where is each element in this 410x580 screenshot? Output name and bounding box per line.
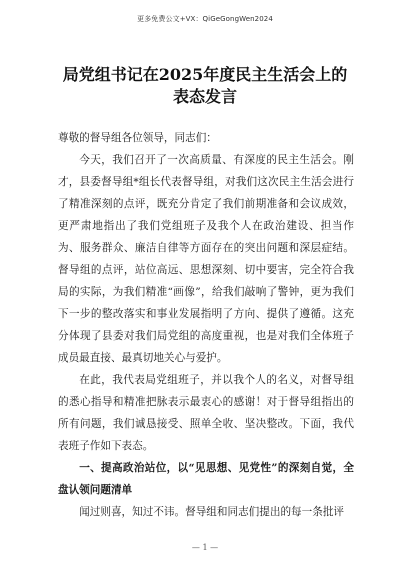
- page-header-promo: 更多免费公文+VX：QiGeGongWen2024: [137, 15, 273, 23]
- title-line-2: 表态发言: [172, 87, 237, 106]
- paragraph-3: 闻过则喜，知过不讳。督导组和同志们提出的每一条批评: [79, 506, 345, 518]
- document-body: [58, 127, 354, 523]
- paragraph-1: 今天，我们召开了一次高质量、有深度的民主生活会。刚才，县委督导组*组长代表督导组，对我们这次民主生活会进行了精准深刻的点评，既充分肯定了我们前期准备和会议成效，更严肃地指出了我们党组班子及我个人在政治建设、担当作为、服务群众、廉洁自律等方面存在的突出问题和深层症结。督导组的点评，站位高远、思想深刻、切中要害，完全符合我局的实际，为我们精准“画像”，给我们敲响了警钟，更为我们下一步的整改落实和事业发展指明了方向、提供了遵循。这充分体现了县委对我们局党组的高度重视，也是对我们全体班子成员最直接、最真切地关心与爱护。: [58, 154, 354, 364]
- title-line-1: 局党组书记在2025年度民主生活会上的: [62, 65, 348, 84]
- section-heading-1: 一、提高政治站位，以“见思想、见党性”的深刻自觉，全盘认领问题清单: [58, 462, 354, 496]
- salutation: 尊敬的督导组各位领导，同志们：: [58, 132, 217, 144]
- paragraph-2: 在此，我代表局党组班子，并以我个人的名义，对督导组的悉心指导和精准把脉表示最衷心的感谢！对于督导组指出的所有问题，我们诚恳接受、照单全收、坚决整改。下面，我代表班子作如下表态。: [58, 374, 354, 452]
- document-title: [44, 64, 366, 108]
- page-number: — 1 —: [191, 543, 219, 552]
